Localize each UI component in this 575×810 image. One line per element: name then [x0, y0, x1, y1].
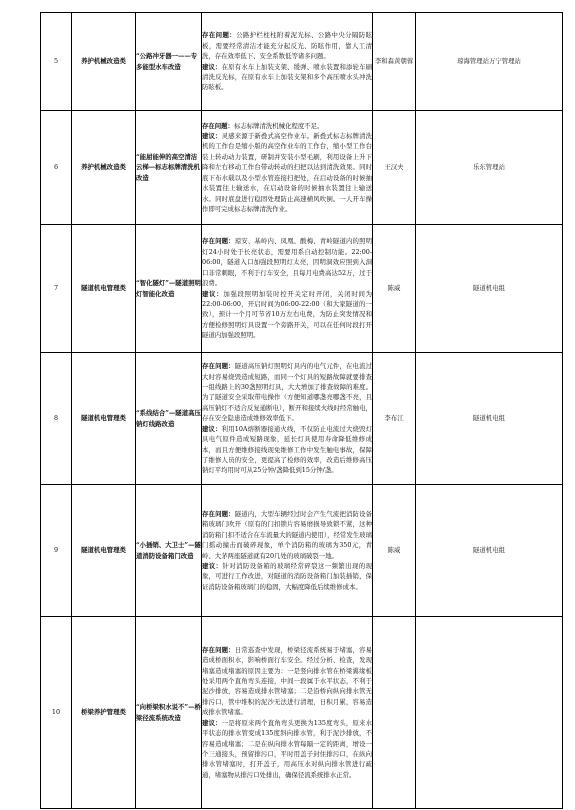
problem-paragraph: [202, 645, 372, 718]
project-name-cell: “系线结合”—隧道高压钠灯线路改造: [136, 353, 202, 485]
problem-text: 公路护栏柱柱附着泥光标、公路中央分隔防眩板，需要经常清洁才能充分起反光、防眩作用，靠人工清洗，存在效率低下、安全系数低等诸多问题。: [202, 31, 373, 61]
description-cell: [202, 13, 373, 111]
unit-cell: 隧道机电组: [416, 225, 563, 353]
table-row: [41, 617, 563, 809]
category-cell: 桥梁养护管理类: [72, 617, 136, 809]
table-row: [41, 485, 563, 617]
person-cell: 陈威: [373, 485, 416, 617]
problem-label: 存在问题：: [202, 645, 235, 654]
table-row: [41, 353, 563, 485]
unit-cell: 乐东管理站: [416, 111, 563, 225]
row-number: 7: [41, 225, 72, 353]
table-row: [41, 111, 563, 225]
problem-text: 琼安、基岭内、凤凰、酸梅、青岭隧道内的照明灯24小时处于长亮状态，需要用系自动控制功能。22:00-06:00，隧道入口加强段照明灯太亮，因明洞效应照到入洞口非常刺眼，不利于行车安全，且每月电费高达52万，过于浪费。: [202, 237, 373, 288]
category-cell: 隧道机电管理类: [72, 485, 136, 617]
suggestion-paragraph: [202, 718, 372, 780]
category-cell: 养护机械改造类: [72, 111, 136, 225]
row-number: 9: [41, 485, 72, 617]
problem-paragraph: [202, 121, 372, 131]
person-cell: 李和森黄朝蓉: [373, 13, 416, 111]
row-number: 8: [41, 353, 72, 485]
person-cell: 陈威: [373, 225, 416, 353]
project-name-cell: “智化隧灯”—隧道照明灯智能化改造: [136, 225, 202, 353]
description-cell: [202, 617, 373, 809]
problem-paragraph: [202, 361, 372, 423]
problem-label: 存在问题：: [202, 121, 234, 130]
suggestion-label: 建议：: [202, 132, 222, 141]
problem-text: 标志标牌清洗机械化程度不足。: [233, 121, 324, 130]
problem-text: 日常巡查中发现，桥梁径流系统易于堵塞，容易造成桥面积水，影响桥面行车安全。经过分析、检查，发现堵塞造成堵塞的原因主要为：一是竖向排水管在桥梁翼缘板处采用两个直角弯头连接，中间一段属于水平状态，不利于泥沙排放，容易造成排水管堵塞；二是沿桥向纵向排水管无排污口，管中堆积的泥沙无法进行清理，日积月累，容易造成排水管堵塞。: [202, 645, 373, 717]
suggestion-text: 灵感来源于新叠式高空作业车。新叠式标志标牌清洗机的工作台是缩小版的高空作业车的工作台，缩小型工作台装上转动动力装置，研制并安装小型毛刷，利用设备上升下降和左右移动工作台带动转动的扫把以达到清洗效果。同时底下布水载以及小型水管连接扫把处，在启动设备的时候抽水装置往上输送水，在启动设备的时候抽水装置往上输送水。同时底盘进行稳固处理防止高速横风吹倒。一人开车操作即可完成标志标牌清洗作业。: [202, 132, 373, 213]
suggestion-text: 在原有水车上加装支架、缓弹、喷水装置和添轮车刷清洗反光标，在原有水车上加装支架和多个高压喷水头冲洗防眩板。: [202, 62, 373, 92]
suggestion-label: 建议：: [202, 289, 224, 298]
problem-text: 隧道高压钠灯照明灯具内的电气元件，在电流过大时容易烧毁造成短路，而同一个灯具的短路故障就要排查一组线路上的30盏照明灯具，大大增加了排查故障的难度。为了隧道安全采取带电操作（方便知道哪盏亮哪盏不亮，且高压钠灯不适合反复通断电），断开和接续火线时经常触电，存在安全隐患造成维修效率低下。: [202, 362, 373, 423]
unit-cell: 隧道机电组: [416, 353, 563, 485]
person-cell: 李布江: [373, 353, 416, 485]
suggestion-label: 建议：: [202, 718, 222, 727]
category-cell: 隧道机电管理类: [72, 225, 136, 353]
suggestion-paragraph: [202, 131, 372, 214]
row-number: 6: [41, 111, 72, 225]
person-cell: 王汉夫: [373, 111, 416, 225]
row-number: 5: [41, 13, 72, 111]
suggestion-label: 建议：: [202, 561, 223, 570]
project-name-cell: “能屈能伸的高空清洁云梯—标志标牌清洗机改造: [136, 111, 202, 225]
person-cell: [373, 617, 416, 809]
table-body: [41, 13, 563, 809]
problem-label: 存在问题：: [202, 509, 235, 518]
description-cell: [202, 353, 373, 485]
row-number: 10: [41, 617, 72, 809]
description-cell: [202, 485, 373, 617]
improvement-table: [40, 12, 563, 809]
table-row: [41, 225, 563, 353]
suggestion-text: 一是将原来两个直角弯头更换为135度弯头，原来水平状态的排水管变成135度斜向排水管，利于泥沙排放，不容易造成堵塞；二是在纵向排水管每隔一定的距离，增设一个三通接头，预留排污口，平时用盖子封住排污口，在纵向排水管堵塞时，打开盖子，用高压水对纵向排水管进行疏通，堵塞物从排污口处排出，确保径流系统排水正常。: [202, 718, 373, 779]
description-cell: [202, 111, 373, 225]
suggestion-text: 利用10A熔断器接通火线，不仅防止电流过大烧毁灯具电气原件造成短路现象，延长灯具使用寿命降低维修成本，而且方便维修接线现免维修工作中发生触电事故，保障了维修人员的安全，更提高了检修的效率，改造后维修高压钠灯平均用时可从25分钟/盏降低到15分钟/盏。: [202, 424, 372, 475]
category-cell: 养护机械改造类: [72, 13, 136, 111]
unit-cell: 隧道机电组: [416, 485, 563, 617]
suggestion-paragraph: [202, 424, 372, 476]
category-cell: 隧道机电管理类: [72, 353, 136, 485]
problem-text: 隧道内，大型车辆经过时会产生气流把消防设备箱玻璃门吹开（原有的门扣锁片容易磨损导致锁不紧，这种消防箱门扣不适合在车流量大的隧道内使用），经常发生玻璃门摇动撞击而破碎现象，单个消防箱的玻璃为350元，青岭、大茅两座隧道就有20几处的玻璃破裂一地。: [202, 509, 373, 560]
suggestion-text: 针对消防设备箱的玻璃经常碎裂这一频繁出现的现象，可进行工作改进，对隧道的消防设备箱门加装插销，保证消防设备箱玻璃门的稳固，大幅度降低后续维修成本。: [202, 561, 373, 591]
project-name-cell: “公路冲牙器一——专多能型水车改造: [136, 13, 202, 111]
suggestion-label: 建议：: [202, 424, 222, 433]
problem-paragraph: [202, 236, 372, 288]
suggestion-label: 建议：: [202, 62, 222, 71]
suggestion-paragraph: [202, 561, 372, 592]
description-cell: [202, 225, 373, 353]
unit-cell: [416, 617, 563, 809]
problem-label: 存在问题：: [202, 31, 237, 40]
suggestion-text: 加强段照明加装时控开关定时开闭，关闭时间为22:00-06:00，开启时间为06:00-22:00（和大家隧道的一致），预计一个月可节省10万左右电费，为防止突发情况和方便检修照明灯具设置一个旁路开关，可以在任何时段打开隧道内加强段照明。: [202, 289, 373, 340]
table-row: [41, 13, 563, 111]
suggestion-paragraph: [202, 289, 372, 341]
problem-label: 存在问题：: [202, 362, 235, 371]
project-name-cell: “小插销、大卫士”—隧道消防设备箱门改造: [136, 485, 202, 617]
problem-paragraph: [202, 509, 372, 561]
project-name-cell: “向桥梁积水说不”—桥梁径流系统改造: [136, 617, 202, 809]
suggestion-paragraph: [202, 62, 372, 93]
problem-paragraph: [202, 30, 372, 61]
problem-label: 存在问题：: [202, 237, 235, 246]
unit-cell: 琼海管理站万宁管理站: [416, 13, 563, 111]
